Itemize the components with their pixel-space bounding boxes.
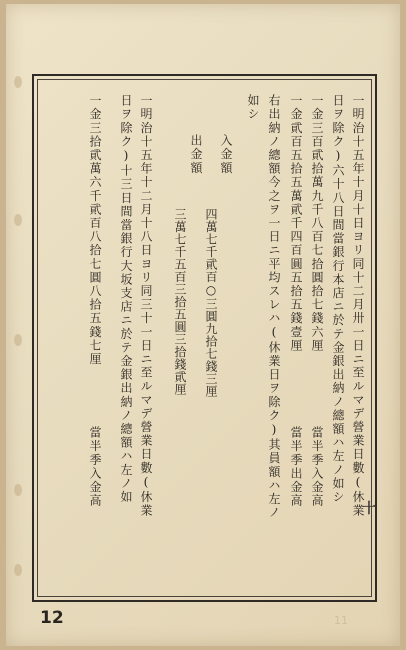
text-frame: [32, 74, 377, 602]
text-column-5: 一金貮百五拾五萬貮千四百圓五拾五錢壹厘: [289, 94, 303, 353]
page-number: 12: [40, 608, 64, 628]
text-column-1: 一明治十五年十月十日ヨリ同十二月卅一日ニ至ルマデ營業日數(休業: [351, 94, 365, 518]
cross-mark: 十: [362, 501, 376, 517]
text-column-12: 三萬七千五百三拾五圓三拾錢貮厘: [173, 208, 187, 396]
text-column-3: 一金三百貮拾萬九千八百七拾圓拾七錢六厘: [310, 94, 324, 353]
text-column-16: 當半季入金高: [88, 426, 102, 508]
faint-page-mark: 11: [334, 614, 348, 627]
text-column-8: 如シ: [246, 94, 260, 122]
paper-hole: [14, 484, 22, 496]
text-column-4: 當半季入金高: [310, 426, 324, 508]
paper-hole: [14, 564, 22, 576]
text-column-13: 一明治十五年十二月十八日ヨリ同三十一日ニ至ルマデ營業日數(休業: [139, 94, 153, 518]
paper-hole: [14, 334, 22, 346]
paper-hole: [14, 76, 22, 88]
text-column-7: 右出納ノ總額今之ヲ一日ニ平均スレハ(休業日ヲ除ク)其員額ハ左ノ: [267, 94, 281, 520]
text-column-11: 出金額: [189, 134, 203, 175]
text-column-15: 一金三拾貮萬六千貮百八拾七圓八拾五錢七厘: [88, 94, 102, 366]
paper-hole: [14, 214, 22, 226]
text-column-6: 當半季出金高: [289, 426, 303, 508]
text-column-14: 日ヲ除ク)十三日間當銀行大坂支店ニ於テ金銀出納ノ總額ハ左ノ如: [119, 94, 133, 504]
text-column-9: 入金額: [219, 134, 233, 175]
text-column-10: 四萬七千貮百○三圓九拾七錢三厘: [204, 208, 218, 398]
text-column-2: 日ヲ除ク)六十八日間當銀行本店ニ於テ金銀出納ノ總額ハ左ノ如シ: [331, 94, 345, 504]
